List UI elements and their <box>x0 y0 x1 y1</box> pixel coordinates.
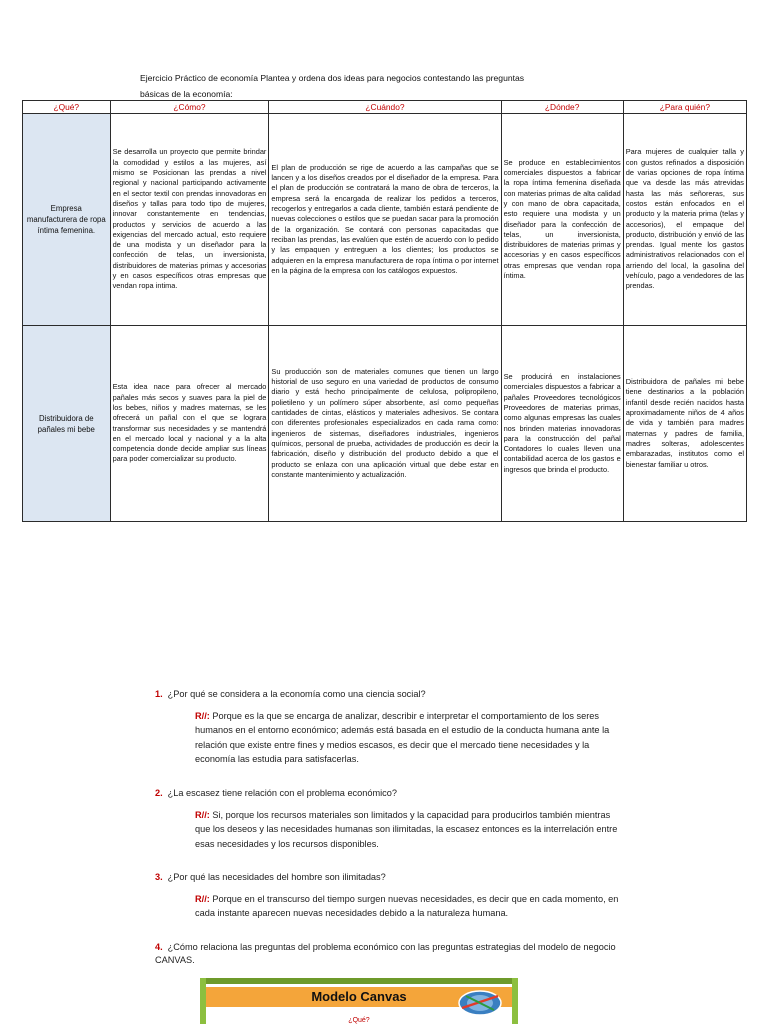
intro-line-2: básicas de la economía: <box>140 89 233 99</box>
cell-cuando: Su producción son de materiales comunes que tienen un largo historial de uso seguro en una variedad de productos de consumo diario y está hecho principalmente de celulosa, polipropileno, polietileno y un polímero súper absorbente, así como pequeñas cantidades de cintas, elásticos y materiales adhesivos. Se contara con diferentes profesionales especializados en cada rama como: ingenieros de sistemas, diseñadores industriales, ingenieros químicos, personal de prueba, actividades de producción es decir la fabricación, diseño y distribución del producto debido a que el producto se enlaza con una aplicación virtual que debe estar en constante mantenimiento y actualización. <box>269 326 501 522</box>
canvas-model-image <box>200 978 518 1024</box>
cell-para-quien: Para mujeres de cualquier talla y con gustos refinados a disposición de varias opciones de ropa íntima que va desde las más atrevidas hasta las más señoreras, sus costos están enfocados en el producto y la materia prima (telas y accesorios), el empaque del producto, distribución y envió de las prendas. Igual mente los gastos administrativos relacionados con el arriendo del local, la gasolina del vehículo, pago a vendedores de las prendas. <box>623 114 746 326</box>
answer-2 <box>195 808 625 851</box>
question-text: ¿Cómo relaciona las preguntas del problema económico con las preguntas estrategias del modelo de negocio CANVAS. <box>155 942 616 965</box>
question-text: ¿Por qué se considera a la economía como una ciencia social? <box>167 689 426 699</box>
cell-como: Esta idea nace para ofrecer al mercado pañales más secos y suaves para la piel de los bebes, niños y madres maternas, se les ofrecerá un pañal con el que se lograra transformar sus necesidades y se mantendrá en el mercado local y nacional y a la alta competencia donde decide ampliar sus líneas para poder comercializar su producto. <box>110 326 269 522</box>
question-number: 1. <box>155 689 163 699</box>
cell-cuando: El plan de producción se rige de acuerdo a las campañas que se lancen y a los diseños creados por el diseñador de la empresa. Para el plan de producción se contratará la mano de obra de terceros, la empresa será la encargada de realizar los pedidos a terceros, recogerlos y entregarlos a cada cliente, también estará pendiente de nuevas colecciones o estilos que se puedan sacar para la promoción de la organización. Se contará con personas capacitadas que reciban las prendas, las evalúen que estén de acuerdo con lo pedido y las empaquen y entreguen a los clientes; los productos se adquieren en la empresa manufacturera de ropa íntima o por internet en la página de la empresa con los catálogos expuestos. <box>269 114 501 326</box>
question-block-1 <box>155 688 625 766</box>
table-header-row <box>23 101 747 114</box>
answer-1 <box>195 709 625 766</box>
question-3 <box>155 871 625 883</box>
question-number: 4. <box>155 942 163 952</box>
header-que: ¿Qué? <box>23 101 111 114</box>
question-text: ¿Por qué las necesidades del hombre son ilimitadas? <box>167 872 386 882</box>
table-row <box>23 114 747 326</box>
economy-table <box>22 100 747 522</box>
question-text: ¿La escasez tiene relación con el problema económico? <box>167 788 397 798</box>
globe-icon <box>458 988 502 1016</box>
question-4 <box>155 941 625 967</box>
canvas-title: Modelo Canvas <box>206 987 512 1007</box>
cell-que: Distribuidora de pañales mi bebe <box>23 326 111 522</box>
answer-text: Si, porque los recursos materiales son limitados y la capacidad para producirlos también mientras que los deseos y las necesidades humanas son ilimitadas, la escasez entonces es la interrelación entre esas necesidades y los recursos disponibles. <box>195 810 618 849</box>
header-para-quien: ¿Para quién? <box>623 101 746 114</box>
answer-text: Porque es la que se encarga de analizar, describir e interpretar el comportamiento de los seres humanos en el entorno económico; además está basada en el estudio de la conducta humana ante la relación que existe entre fines y medios escasos, es decir que el mercado tiene necesidades y la economía las estudia para satisfacerlas. <box>195 711 610 764</box>
table-row <box>23 326 747 522</box>
question-number: 2. <box>155 788 163 798</box>
cell-para-quien: Distribuidora de pañales mi bebe tiene destinarios a la población infantil desde recién nacidos hasta aproximadamente niños de 4 años de vida y también para madres maternas y padres de familia, madres solteras, adolescentes embarazadas, institutos como el bienestar familiar u otros. <box>623 326 746 522</box>
answer-3 <box>195 892 625 921</box>
question-block-3 <box>155 871 625 921</box>
answer-label: R//: <box>195 711 210 721</box>
header-donde: ¿Dónde? <box>501 101 623 114</box>
cell-donde: Se produce en establecimientos comerciales dispuestos a fabricar la ropa íntima femenina diseñada con materias primas de alta calidad y con mano de obra capacitada, esto requiere una modista y un diseñador para la confección de telas, un inversionista, distribuidores de materias primas y accesorias y en casos específicos otras empresas que vendan ropa íntima. <box>501 114 623 326</box>
answer-text: Porque en el transcurso del tiempo surgen nuevas necesidades, es decir que en cada momento, en cada instante aparecen nuevas necesidades debido a la naturaleza humana. <box>195 894 619 919</box>
intro-line-1: Ejercicio Práctico de economía Plantea y ordena dos ideas para negocios contestando las preguntas <box>140 73 525 83</box>
intro-text <box>140 70 560 102</box>
cell-como: Se desarrolla un proyecto que permite brindar la comodidad y estilos a las mujeres, así mismo se Posicionan las prendas a nivel regional y nacional participando activamente en el sector textil con prendas innovadoras en diseños y tallas para todo tipo de mujeres, innovar constantemente en tendencias, productos y servicios de acuerdo a las exigencias del mercado actual, esto requiere de una modista y un diseñador para la confección de telas, un inversionista, distribuidores de materias primas y accesorias y en casos específicos otras empresas que vendan ropa intima. <box>110 114 269 326</box>
cell-donde: Se producirá en instalaciones comerciales dispuestos a fabricar a pañales Proveedores tecnológicos Proveedores de materias primas, como algunas empresas las cuales nos brinden materias innovadoras para la construcción del pañal Contadores lo cuales lleven una contabilidad acerca de los gastos e ingresos que brinda el producto. <box>501 326 623 522</box>
question-2 <box>155 787 625 799</box>
answer-label: R//: <box>195 894 210 904</box>
header-cuando: ¿Cuándo? <box>269 101 501 114</box>
question-number: 3. <box>155 872 163 882</box>
question-block-2 <box>155 787 625 851</box>
canvas-panel <box>206 984 512 1024</box>
question-1 <box>155 688 625 700</box>
header-como: ¿Cómo? <box>110 101 269 114</box>
question-block-4 <box>155 941 625 967</box>
answer-label: R//: <box>195 810 210 820</box>
cell-que: Empresa manufacturera de ropa íntima femenina. <box>23 114 111 326</box>
canvas-subtitle: ¿Qué? <box>348 1017 370 1024</box>
